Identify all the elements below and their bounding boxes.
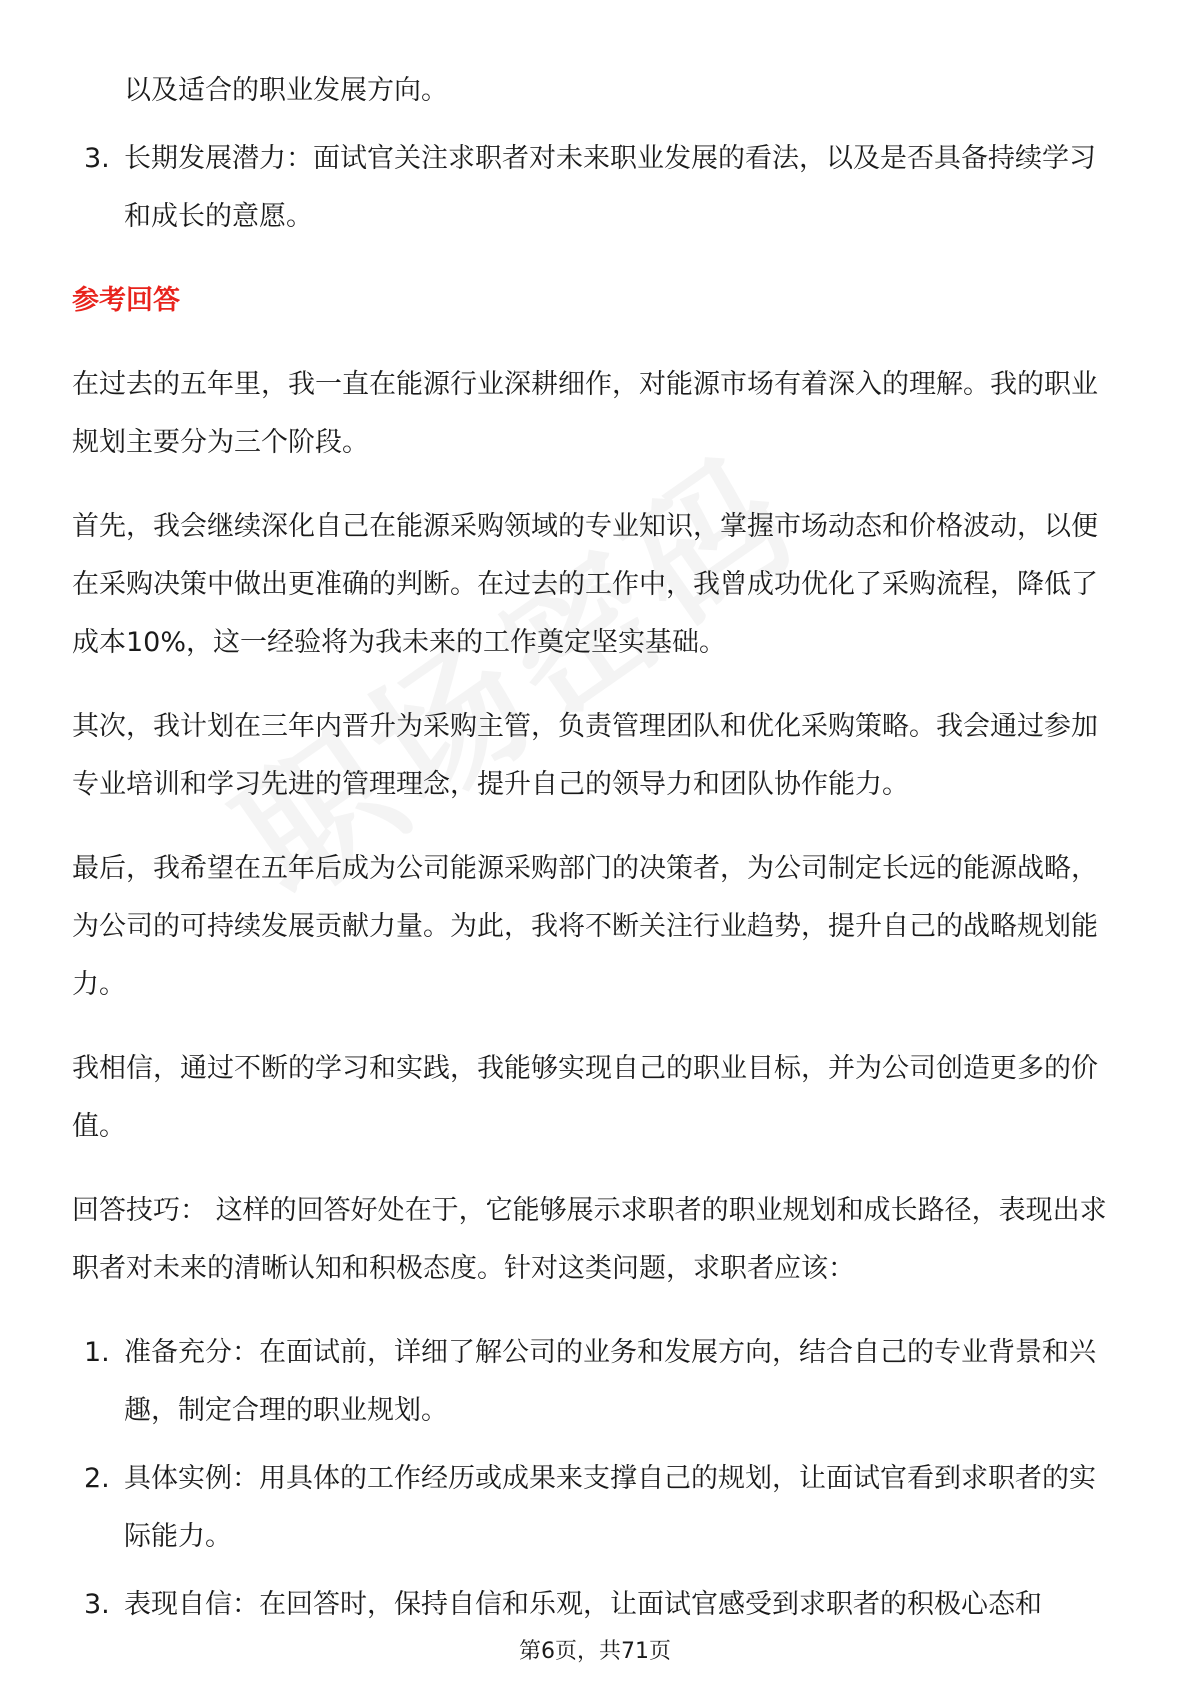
list-item-text: 长期发展潜力：面试官关注求职者对未来职业发展的看法，以及是否具备持续学习和成长的意愿。: [124, 143, 1096, 232]
paragraph: 我相信，通过不断的学习和实践，我能够实现自己的职业目标，并为公司创造更多的价值。: [72, 1053, 1098, 1142]
paragraph: 其次，我计划在三年内晋升为采购主管，负责管理团队和优化采购策略。我会通过参加专业培训和学习先进的管理理念，提升自己的领导力和团队协作能力。: [72, 711, 1098, 800]
page-content: [72, 62, 1122, 1634]
paragraph: 在过去的五年里，我一直在能源行业深耕细作，对能源市场有着深入的理解。我的职业规划主要分为三个阶段。: [72, 369, 1098, 458]
list-number: 1.: [84, 1337, 110, 1368]
page-footer: 第6页，共71页: [519, 1639, 671, 1664]
list-item-text: 表现自信：在回答时，保持自信和乐观，让面试官感受到求职者的积极心态和: [124, 1589, 1042, 1620]
list-number: 3.: [84, 143, 110, 174]
list-item: [72, 1450, 1122, 1566]
paragraph: 最后，我希望在五年后成为公司能源采购部门的决策者，为公司制定长远的能源战略，为公司的可持续发展贡献力量。为此，我将不断关注行业趋势，提升自己的战略规划能力。: [72, 853, 1098, 1000]
list-number: 3.: [84, 1589, 110, 1620]
list-item: [72, 1324, 1122, 1440]
list-item-continuation: 以及适合的职业发展方向。: [124, 75, 448, 106]
list-item-text: 具体实例：用具体的工作经历或成果来支撑自己的规划，让面试官看到求职者的实际能力。: [124, 1463, 1096, 1552]
list-item-text: 准备充分：在面试前，详细了解公司的业务和发展方向，结合自己的专业背景和兴趣，制定合理的职业规划。: [124, 1337, 1096, 1426]
paragraph: 首先，我会继续深化自己在能源采购领域的专业知识，掌握市场动态和价格波动，以便在采购决策中做出更准确的判断。在过去的工作中，我曾成功优化了采购流程，降低了成本10%，这一经验将为我未来的工作奠定坚实基础。: [72, 511, 1098, 658]
section-heading: 参考回答: [72, 285, 180, 316]
list-item: [72, 130, 1122, 246]
answer-tips-intro: 回答技巧： 这样的回答好处在于，它能够展示求职者的职业规划和成长路径，表现出求职者对未来的清晰认知和积极态度。针对这类问题，求职者应该：: [72, 1195, 1107, 1284]
list-number: 2.: [84, 1463, 110, 1494]
list-item: [72, 1576, 1122, 1634]
